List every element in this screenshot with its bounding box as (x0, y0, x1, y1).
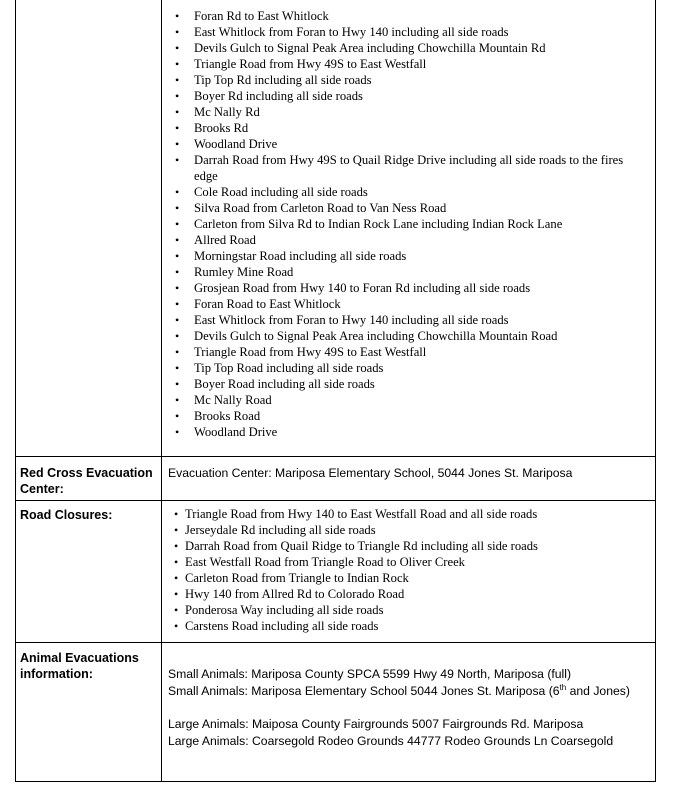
bullet-icon: • (175, 345, 180, 359)
list-item-text: Woodland Drive (194, 137, 278, 151)
list-item-text: Morningstar Road including all side roads (194, 249, 407, 263)
list-item-text: Woodland Drive (194, 425, 278, 439)
list-item (175, 88, 640, 104)
bullet-icon: • (175, 25, 180, 39)
large-animals-2: Large Animals: Coarsegold Rodeo Grounds 44777 Rodeo Grounds Ln Coarsegold (168, 734, 614, 748)
road-closures-label-text: Road Closures: (20, 508, 113, 522)
bullet-icon: • (175, 41, 180, 55)
list-item (174, 570, 639, 586)
list-item-text: Triangle Road from Hwy 140 to East Westfall Road and all side roads (185, 507, 538, 521)
red-cross-label (20, 465, 153, 497)
road-closures-list (174, 506, 639, 634)
list-item (174, 506, 639, 522)
list-item (175, 424, 640, 440)
list-item (174, 554, 639, 570)
list-item (175, 344, 640, 360)
table-border-bottom (15, 781, 656, 782)
bullet-icon: • (174, 587, 179, 601)
list-item-text: Cole Road including all side roads (194, 185, 368, 199)
bullet-icon: • (175, 153, 180, 167)
list-item (175, 24, 640, 40)
row-divider-1 (15, 456, 656, 457)
list-item-text: Mc Nally Rd (194, 105, 260, 119)
list-item (175, 184, 640, 200)
list-item-text: Jerseydale Rd including all side roads (185, 523, 376, 537)
list-item-text: East Westfall Road from Triangle Road to Oliver Creek (185, 555, 465, 569)
list-item (175, 40, 640, 56)
bullet-icon: • (175, 9, 180, 23)
bullet-icon: • (175, 201, 180, 215)
list-item (174, 602, 639, 618)
bullet-icon: • (175, 393, 180, 407)
table-column-divider (161, 0, 162, 782)
bullet-icon: • (175, 425, 180, 439)
list-item-text: Tip Top Road including all side roads (194, 361, 384, 375)
bullet-icon: • (175, 281, 180, 295)
small-animals-2 (168, 683, 630, 699)
small-animals-1: Small Animals: Mariposa County SPCA 5599 Hwy 49 North, Mariposa (full) (168, 667, 572, 681)
list-item (175, 264, 640, 280)
list-item (175, 152, 640, 184)
bullet-icon: • (175, 233, 180, 247)
red-cross-label-line2: Center: (20, 482, 64, 496)
list-item (175, 232, 640, 248)
list-item (174, 522, 639, 538)
list-item (175, 408, 640, 424)
animal-label-line1: Animal Evacuations (20, 651, 139, 665)
list-item-text: East Whitlock from Foran to Hwy 140 including all side roads (194, 313, 509, 327)
list-item (175, 312, 640, 328)
ordinal-suffix: th (559, 682, 567, 692)
list-item (175, 392, 640, 408)
evacuation-roads-list (175, 8, 640, 440)
list-item (175, 248, 640, 264)
road-closures-label (20, 507, 112, 523)
bullet-icon: • (174, 555, 179, 569)
row-divider-3 (15, 642, 656, 643)
list-item-text: Devils Gulch to Signal Peak Area including Chowchilla Mountain Rd (194, 41, 546, 55)
bullet-icon: • (174, 539, 179, 553)
list-item-text: Triangle Road from Hwy 49S to East Westfall (194, 345, 427, 359)
list-item (174, 586, 639, 602)
small-animals-2-text-end: and Jones) (566, 684, 630, 698)
list-item (175, 200, 640, 216)
list-item (175, 120, 640, 136)
animal-evacuations-label (20, 650, 139, 682)
bullet-icon: • (175, 377, 180, 391)
bullet-icon: • (174, 603, 179, 617)
list-item-text: Allred Road (194, 233, 256, 247)
bullet-icon: • (175, 121, 180, 135)
list-item-text: Mc Nally Road (194, 393, 272, 407)
list-item (175, 72, 640, 88)
animal-label-line2: information: (20, 667, 93, 681)
bullet-icon: • (175, 137, 180, 151)
bullet-icon: • (175, 265, 180, 279)
list-item (175, 328, 640, 344)
bullet-icon: • (175, 249, 180, 263)
list-item-text: Carstens Road including all side roads (185, 619, 379, 633)
bullet-icon: • (175, 297, 180, 311)
bullet-icon: • (175, 57, 180, 71)
red-cross-label-line1: Red Cross Evacuation (20, 466, 153, 480)
list-item (175, 136, 640, 152)
list-item-text: Silva Road from Carleton Road to Van Ness Road (194, 201, 447, 215)
list-item (175, 296, 640, 312)
bullet-icon: • (175, 409, 180, 423)
list-item-text: Ponderosa Way including all side roads (185, 603, 384, 617)
bullet-icon: • (175, 329, 180, 343)
bullet-icon: • (174, 507, 179, 521)
bullet-icon: • (175, 217, 180, 231)
bullet-icon: • (174, 523, 179, 537)
table-border-right (655, 0, 656, 782)
bullet-icon: • (175, 105, 180, 119)
bullet-icon: • (174, 619, 179, 633)
list-item (174, 538, 639, 554)
list-item-text: Darrah Road from Hwy 49S to Quail Ridge Drive including all side roads to the fires edge (194, 153, 624, 183)
list-item-text: Triangle Road from Hwy 49S to East Westfall (194, 57, 427, 71)
list-item-text: Boyer Rd including all side roads (194, 89, 363, 103)
list-item-text: Darrah Road from Quail Ridge to Triangle Rd including all side roads (185, 539, 538, 553)
list-item-text: Carleton Road from Triangle to Indian Rock (185, 571, 409, 585)
table-border-left (15, 0, 16, 782)
evacuation-center-text: Evacuation Center: Mariposa Elementary School, 5044 Jones St. Mariposa (168, 466, 573, 480)
list-item-text: East Whitlock from Foran to Hwy 140 including all side roads (194, 25, 509, 39)
large-animals-1: Large Animals: Maiposa County Fairgrounds 5007 Fairgrounds Rd. Mariposa (168, 717, 584, 731)
bullet-icon: • (175, 361, 180, 375)
list-item (174, 618, 639, 634)
list-item-text: Grosjean Road from Hwy 140 to Foran Rd including all side roads (194, 281, 531, 295)
bullet-icon: • (175, 89, 180, 103)
bullet-icon: • (175, 313, 180, 327)
list-item-text: Brooks Rd (194, 121, 249, 135)
small-animals-2-text: Small Animals: Mariposa Elementary School 5044 Jones St. Mariposa (6 (168, 684, 560, 698)
list-item (175, 360, 640, 376)
list-item-text: Hwy 140 from Allred Rd to Colorado Road (185, 587, 405, 601)
list-item-text: Foran Rd to East Whitlock (194, 9, 329, 23)
list-item-text: Brooks Road (194, 409, 261, 423)
list-item (175, 216, 640, 232)
list-item-text: Foran Road to East Whitlock (194, 297, 341, 311)
bullet-icon: • (175, 185, 180, 199)
list-item-text: Devils Gulch to Signal Peak Area including Chowchilla Mountain Road (194, 329, 558, 343)
row-divider-2 (15, 500, 656, 501)
list-item (175, 280, 640, 296)
list-item (175, 104, 640, 120)
list-item-text: Rumley Mine Road (194, 265, 294, 279)
list-item (175, 56, 640, 72)
list-item-text: Carleton from Silva Rd to Indian Rock Lane including Indian Rock Lane (194, 217, 563, 231)
bullet-icon: • (175, 73, 180, 87)
list-item (175, 8, 640, 24)
list-item (175, 376, 640, 392)
list-item-text: Boyer Road including all side roads (194, 377, 375, 391)
list-item-text: Tip Top Rd including all side roads (194, 73, 372, 87)
bullet-icon: • (174, 571, 179, 585)
